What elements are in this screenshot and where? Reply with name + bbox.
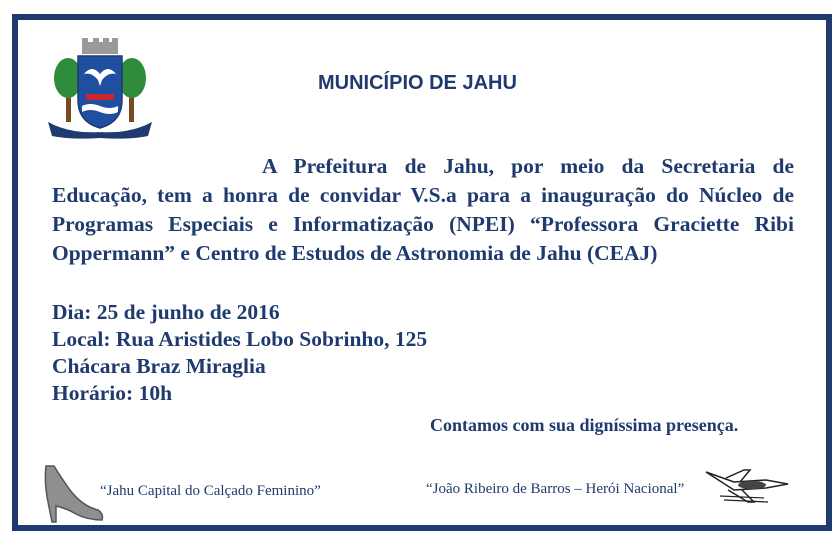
- invitation-card: [12, 14, 832, 531]
- high-heel-shoe-icon: [42, 462, 106, 524]
- event-venue: Chácara Braz Miraglia: [52, 354, 266, 378]
- municipal-coat-of-arms-icon: [40, 38, 160, 140]
- event-date: Dia: 25 de junho de 2016: [52, 300, 280, 324]
- invitation-text: A Prefeitura de Jahu, por meio da Secretaria de Educação, tem a honra de convidar V.S.a para a inauguração do Núcleo de Programas Especiais e Informatização (NPEI) “Professora Graciette Ribi Oppermann” e Centro de Estudos de Astronomia de Jahu (CEAJ): [52, 154, 794, 265]
- event-details: [52, 299, 427, 407]
- right-motto: “João Ribeiro de Barros – Herói Nacional”: [426, 481, 685, 497]
- page-title: MUNICÍPIO DE JAHU: [318, 72, 517, 94]
- closing-line: Contamos com sua digníssima presença.: [430, 415, 739, 435]
- seaplane-icon: [704, 468, 790, 506]
- event-time: Horário: 10h: [52, 381, 173, 405]
- left-motto: “Jahu Capital do Calçado Feminino”: [100, 483, 321, 499]
- event-location: Local: Rua Aristides Lobo Sobrinho, 125: [52, 327, 428, 351]
- crest-ribbon-marks: * ◦ *: [94, 130, 106, 136]
